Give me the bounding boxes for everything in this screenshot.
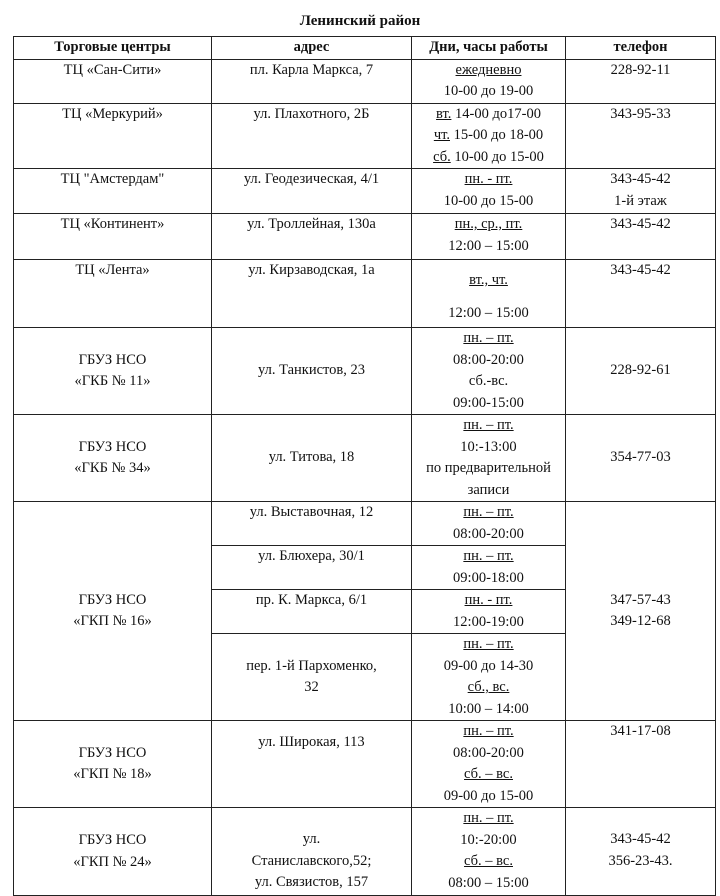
phone-line: 343-45-42	[610, 171, 671, 187]
hours-line: по предварительной	[426, 460, 551, 476]
address-cell	[212, 808, 412, 896]
days-line: сб., вс.	[467, 679, 510, 695]
hours-line: 10:00 – 14:00	[448, 700, 529, 717]
address-cell	[212, 214, 412, 260]
table-row	[14, 59, 716, 103]
hours-cell	[412, 214, 566, 260]
phone-cell	[566, 808, 716, 896]
phone-line: 343-45-42	[610, 216, 671, 232]
days-line: пн. – пт.	[463, 810, 514, 826]
address-line: ул. Блюхера, 30/1	[258, 548, 365, 564]
address-cell	[212, 502, 412, 546]
phone-line: 356-23-43.	[608, 852, 673, 869]
center-line: ГБУЗ НСО	[78, 438, 147, 455]
address-line: ул. Плахотного, 2Б	[253, 105, 370, 122]
address-cell	[212, 546, 412, 590]
table-row	[14, 328, 716, 415]
table-row	[14, 721, 716, 808]
phone-line: 228-92-11	[610, 61, 671, 78]
header-phone: телефон	[566, 37, 716, 60]
days-line: пн. – пт.	[463, 636, 514, 652]
table-row	[14, 169, 716, 214]
phone-line: 354-77-03	[610, 449, 671, 466]
address-cell	[212, 260, 412, 328]
center-cell	[14, 169, 212, 214]
days-line: пн. – пт.	[463, 330, 514, 346]
center-cell	[14, 260, 212, 328]
address-cell	[212, 634, 412, 721]
days-line: пн., ср., пт.	[454, 216, 523, 232]
day-label: сб.	[433, 148, 451, 165]
hours-line	[415, 125, 562, 147]
center-cell	[14, 502, 212, 721]
shopping-centers-table	[13, 36, 716, 896]
phone-cell	[566, 721, 716, 808]
phone-cell	[566, 169, 716, 214]
hours-line	[415, 147, 562, 169]
days-line: ежедневно	[455, 61, 522, 78]
address-cell	[212, 415, 412, 502]
days-line: пн. - пт.	[464, 592, 513, 608]
hours-line: 08:00-20:00	[453, 744, 524, 761]
phone-cell	[566, 502, 716, 721]
hours-cell	[412, 502, 566, 546]
center-line: ГБУЗ НСО	[78, 591, 147, 608]
center-line: ГБУЗ НСО	[78, 351, 147, 368]
hours-cell	[412, 590, 566, 634]
address-line: пл. Карла Маркса, 7	[249, 61, 374, 78]
table-header-row	[14, 37, 716, 60]
time-range: 14-00 до17-00	[451, 105, 541, 122]
address-line: пр. К. Маркса, 6/1	[255, 592, 368, 608]
center-cell	[14, 214, 212, 260]
hours-cell	[412, 808, 566, 896]
center-cell	[14, 103, 212, 169]
hours-cell	[412, 546, 566, 590]
day-label: вт.	[436, 105, 452, 122]
days-line: пн. – пт.	[463, 417, 514, 433]
center-line: «ГКБ № 34»	[74, 460, 151, 476]
center-line: «ГКП № 18»	[73, 766, 152, 782]
address-line: ул. Танкистов, 23	[257, 362, 366, 379]
hours-line: сб.-вс.	[468, 373, 509, 389]
phone-cell	[566, 59, 716, 103]
table-row	[14, 415, 716, 502]
hours-cell	[412, 415, 566, 502]
address-cell	[212, 169, 412, 214]
time-range: 15-00 до 18-00	[450, 127, 544, 143]
address-line: ул. Титова, 18	[268, 449, 355, 466]
address-line: пер. 1-й Пархоменко,	[246, 657, 377, 674]
hours-cell	[412, 260, 566, 328]
table-row	[14, 502, 716, 546]
phone-cell	[566, 415, 716, 502]
hours-line: 08:00-20:00	[453, 525, 524, 542]
phone-line: 343-95-33	[610, 105, 671, 122]
hours-line: 12:00-19:00	[453, 613, 524, 630]
hours-cell	[412, 169, 566, 214]
hours-line: 10:-20:00	[460, 831, 517, 848]
hours-line: 10:-13:00	[460, 438, 517, 455]
hours-cell	[412, 328, 566, 415]
hours-line: записи	[467, 481, 510, 498]
address-cell	[212, 59, 412, 103]
hours-line: 09:00-15:00	[453, 394, 524, 411]
center-cell	[14, 59, 212, 103]
address-line: ул. Геодезическая, 4/1	[243, 171, 380, 187]
center-line: ТЦ «Лента»	[75, 262, 150, 278]
address-line: ул. Выставочная, 12	[249, 504, 374, 520]
center-line: «ГКП № 16»	[73, 613, 152, 629]
days-line: сб. – вс.	[464, 853, 513, 869]
phone-line: 1-й этаж	[614, 192, 667, 209]
center-line: ТЦ "Амстердам"	[60, 171, 165, 187]
address-cell	[212, 103, 412, 169]
table-row	[14, 103, 716, 169]
days-line: пн. – пт.	[463, 723, 514, 739]
header-centers: Торговые центры	[14, 37, 212, 60]
address-line: ул. Троллейная, 130а	[247, 216, 376, 232]
center-cell	[14, 328, 212, 415]
phone-line: 347-57-43	[610, 591, 671, 608]
address-line: ул.	[302, 831, 321, 847]
hours-line: 12:00 – 15:00	[448, 304, 529, 321]
hours-cell	[412, 103, 566, 169]
days-line: пн. - пт.	[464, 171, 513, 187]
center-line: ТЦ «Сан-Сити»	[63, 61, 162, 78]
day-label: чт.	[433, 127, 450, 143]
center-cell	[14, 808, 212, 896]
time-range: 10-00 до 15-00	[450, 148, 544, 165]
address-line: 32	[304, 679, 319, 695]
center-line: ТЦ «Меркурий»	[62, 105, 163, 122]
address-line: ул. Связистов, 157	[254, 874, 369, 890]
center-line: ТЦ «Континент»	[60, 216, 165, 232]
phone-cell	[566, 260, 716, 328]
hours-line: 08:00-20:00	[453, 351, 524, 368]
center-line: «ГКБ № 11»	[74, 373, 151, 389]
phone-line: 343-45-42	[610, 262, 671, 278]
address-cell	[212, 721, 412, 808]
center-line: ГБУЗ НСО	[78, 744, 147, 761]
table-row	[14, 808, 716, 896]
table-row	[14, 260, 716, 328]
days-line: пн. – пт.	[463, 548, 514, 564]
address-cell	[212, 590, 412, 634]
hours-line: 10-00 до 15-00	[443, 192, 534, 209]
days-line: вт., чт.	[469, 272, 508, 288]
phone-line: 341-17-08	[610, 723, 671, 739]
header-address: адрес	[212, 37, 412, 60]
center-cell	[14, 415, 212, 502]
phone-cell	[566, 214, 716, 260]
phone-line: 349-12-68	[610, 613, 671, 629]
hours-line: 09:00-18:00	[453, 569, 524, 586]
hours-line: 09-00 до 15-00	[443, 787, 534, 804]
center-line: ГБУЗ НСО	[78, 832, 147, 848]
hours-line: 09-00 до 14-30	[443, 657, 534, 674]
phone-cell	[566, 328, 716, 415]
center-cell	[14, 721, 212, 808]
days-line: пн. – пт.	[463, 504, 514, 520]
center-line: «ГКП № 24»	[73, 853, 152, 870]
header-hours: Дни, часы работы	[412, 37, 566, 60]
table-row	[14, 214, 716, 260]
hours-cell	[412, 721, 566, 808]
hours-cell	[412, 634, 566, 721]
days-line: сб. – вс.	[464, 766, 513, 782]
district-title: Ленинский район	[299, 13, 421, 29]
hours-line	[415, 104, 562, 126]
hours-line: 10-00 до 19-00	[443, 83, 534, 99]
address-line: ул. Широкая, 113	[258, 734, 365, 750]
hours-cell	[412, 59, 566, 103]
phone-line: 228-92-61	[610, 362, 671, 379]
phone-line: 343-45-42	[610, 831, 671, 847]
phone-cell	[566, 103, 716, 169]
hours-line: 08:00 – 15:00	[448, 874, 529, 891]
address-line: Станиславского,52;	[251, 852, 372, 869]
address-cell	[212, 328, 412, 415]
hours-line: 12:00 – 15:00	[448, 237, 529, 254]
address-line: ул. Кирзаводская, 1а	[248, 262, 375, 278]
